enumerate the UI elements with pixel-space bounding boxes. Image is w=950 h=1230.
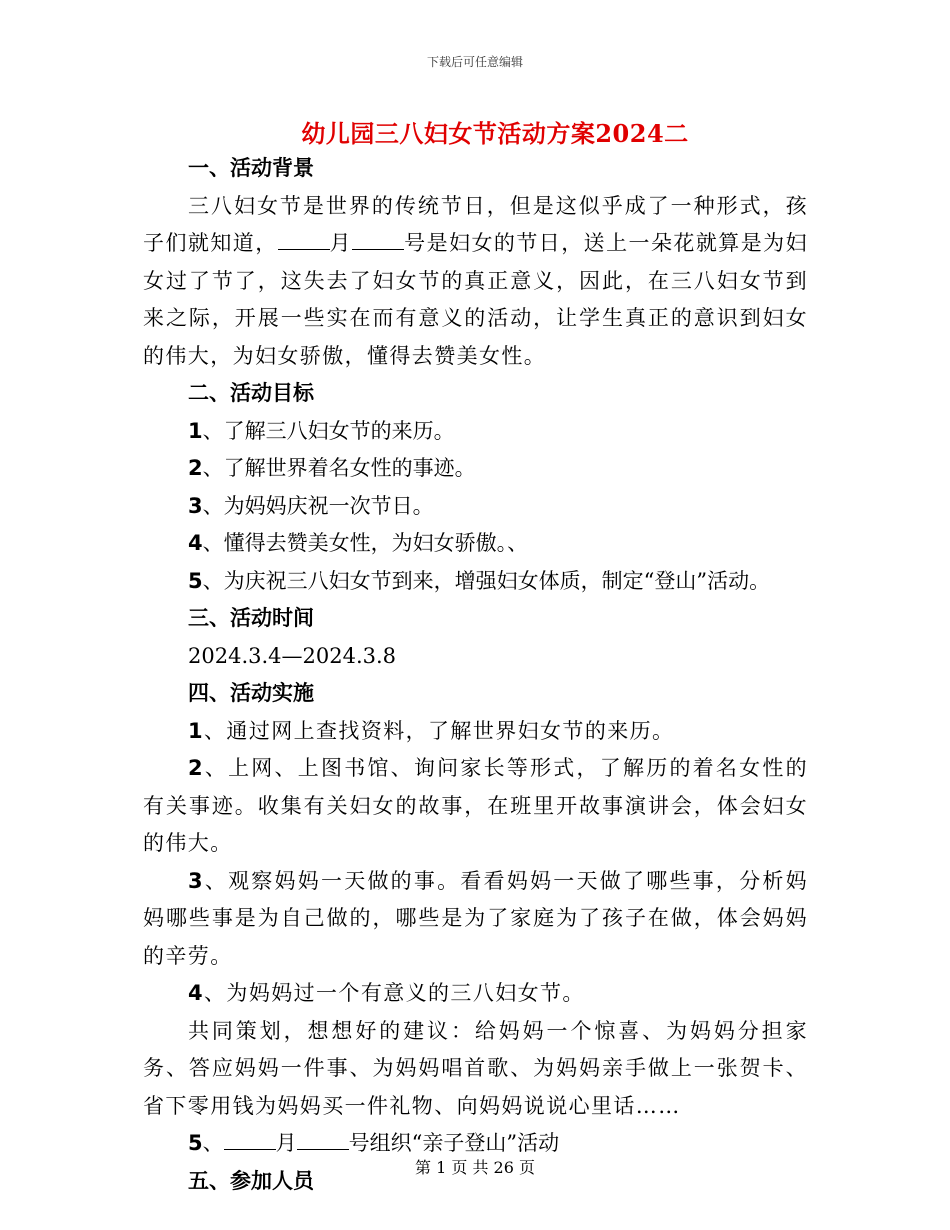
section-heading-goals: 二、活动目标 <box>188 381 314 405</box>
implementation-text: 、为妈妈过一个有意义的三八妇女节。 <box>204 981 585 1005</box>
goal-text: 、了解三八妇女节的来历。 <box>202 418 455 443</box>
activity-date-range: 2024.3.4—2024.3.8 <box>188 643 397 668</box>
implementation-item <box>143 863 808 976</box>
implementation-text: 号组织“亲子登山”活动 <box>348 1131 560 1155</box>
implementation-item <box>143 975 808 1013</box>
section-heading-time: 三、活动时间 <box>188 606 314 630</box>
goal-item <box>143 563 808 601</box>
goal-item <box>143 413 808 451</box>
goal-number: 5 <box>188 568 203 593</box>
plan-paragraph: 共同策划，想想好的建议：给妈妈一个惊喜、为妈妈分担家务、答应妈妈一件事、为妈妈唱首歌、为妈妈亲手做上一张贺卡、省下零用钱为妈妈买一件礼物、向妈妈说说心里话…… <box>143 1018 808 1118</box>
implementation-item <box>143 713 808 751</box>
goal-number: 1 <box>188 418 203 443</box>
section-heading-background: 一、活动背景 <box>188 156 314 180</box>
implementation-number: 1 <box>188 718 205 743</box>
day-blank <box>352 228 404 250</box>
month-blank <box>278 228 330 250</box>
goal-number: 3 <box>188 493 203 518</box>
section-heading-participants: 五、参加人员 <box>188 1168 314 1193</box>
document-title: 幼儿园三八妇女节活动方案2024二 <box>301 119 689 148</box>
background-text-part3: 号是妇女的节日，送上一朵花就算是为妇女过了节了，这失去了妇女节的真正意义，因此，在三八妇女节到来之际，开展一些实在而有意义的活动，让学生真正的意识到妇女的伟大，为妇女骄傲，懂得去赞美女性。 <box>143 231 809 368</box>
implementation-number: 5 <box>188 1131 203 1155</box>
implementation-separator: 、 <box>202 1131 224 1155</box>
month-blank <box>224 1128 276 1150</box>
implementation-item <box>143 750 808 863</box>
implementation-text: 、上网、上图书馆、询问家长等形式，了解历的着名女性的有关事迹。收集有关妇女的故事，在班里开故事演讲会，体会妇女的伟大。 <box>143 756 808 855</box>
goal-number: 2 <box>188 456 203 480</box>
implementation-number: 2 <box>188 756 205 780</box>
page-footer: 第 1 页 共 26 页 <box>415 1158 535 1177</box>
goal-text: 、为庆祝三八妇女节到来，增强妇女体质，制定“登山”活动。 <box>202 568 771 593</box>
implementation-number: 4 <box>188 981 205 1005</box>
implementation-text: 、观察妈妈一天做的事。看看妈妈一天做了哪些事，分析妈妈哪些事是为自己做的，哪些是为了家庭为了孩子在做，体会妈妈的辛劳。 <box>143 868 808 968</box>
goal-item <box>143 488 808 526</box>
goal-text: 、懂得去赞美女性，为妇女骄傲。、 <box>202 531 529 555</box>
goal-text: 、为妈妈庆祝一次节日。 <box>202 493 434 518</box>
section-heading-implementation: 四、活动实施 <box>188 681 314 705</box>
background-text-part1: 三八妇女节是世界的传统节日，但是这似乎成了一种形式，孩子们就知道， <box>143 193 808 255</box>
day-blank <box>297 1128 349 1150</box>
goal-item <box>143 450 808 488</box>
goal-item <box>143 525 808 563</box>
goal-text: 、了解世界着名女性的事迹。 <box>202 456 476 480</box>
implementation-text: 、通过网上查找资料，了解世界妇女节的来历。 <box>204 718 675 743</box>
month-label: 月 <box>275 1131 297 1155</box>
background-paragraph <box>143 188 808 376</box>
document-body <box>143 150 808 1200</box>
implementation-number: 3 <box>188 868 205 893</box>
background-text-part2: 月 <box>329 231 353 255</box>
header-note: 下载后可任意编辑 <box>426 55 523 69</box>
goal-number: 4 <box>188 531 203 555</box>
